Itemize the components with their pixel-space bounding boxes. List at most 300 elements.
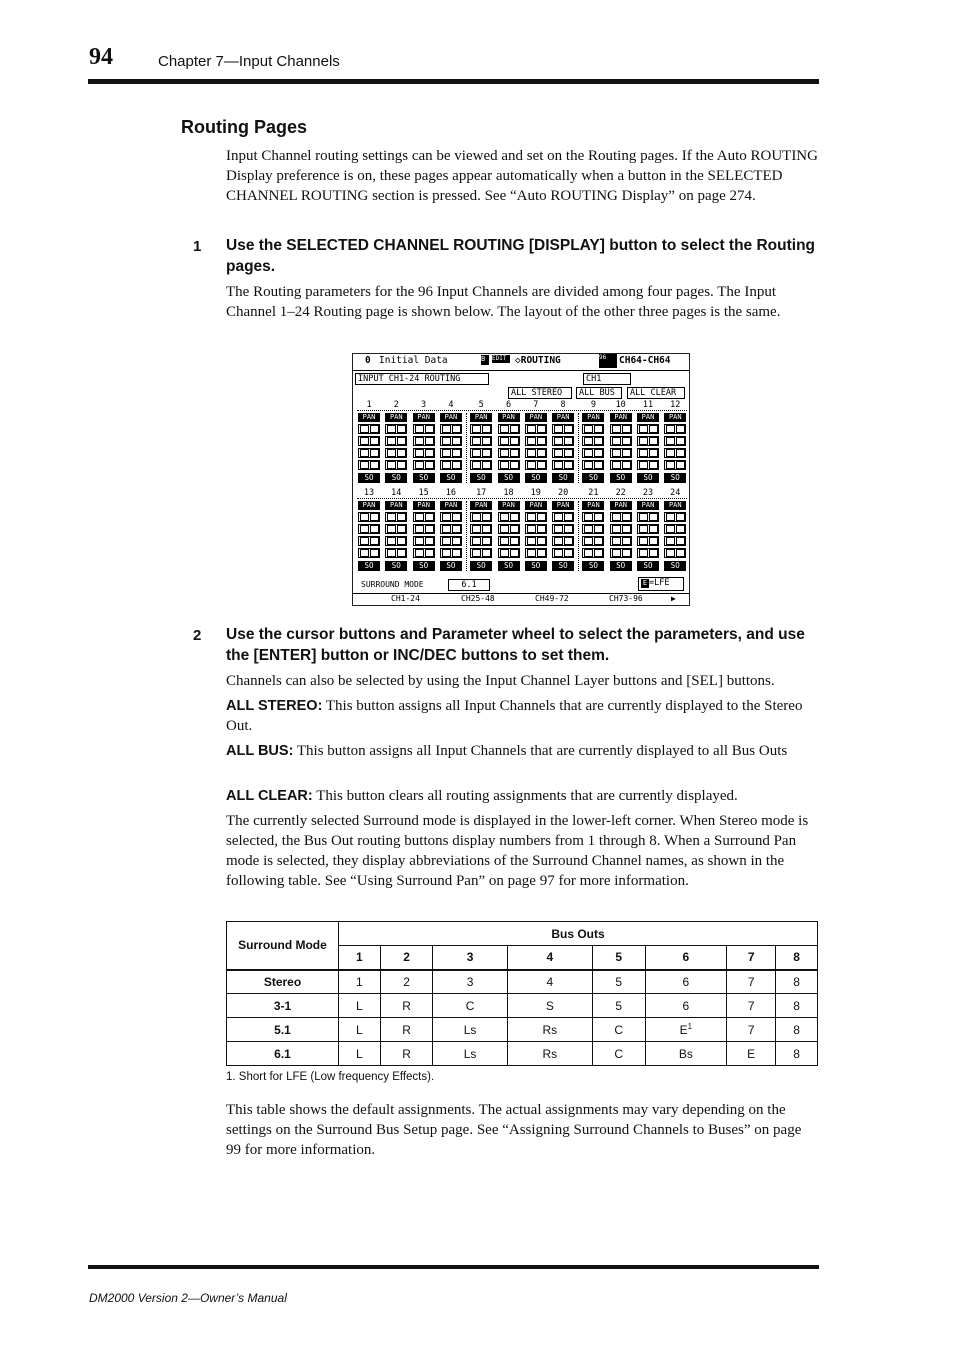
bus-pair-button[interactable] (637, 536, 659, 546)
bus-odd-button[interactable] (442, 461, 451, 469)
bus-even-button[interactable] (397, 549, 406, 557)
all-clear-button[interactable]: ALL CLEAR (627, 387, 685, 399)
bus-even-button[interactable] (510, 549, 519, 557)
pan-button[interactable]: PAN (525, 501, 547, 510)
bus-odd-button[interactable] (472, 513, 481, 521)
stereo-out-button[interactable]: SO (498, 473, 520, 483)
pan-button[interactable]: PAN (413, 501, 435, 510)
bus-pair-button[interactable] (413, 524, 435, 534)
bus-odd-button[interactable] (527, 537, 536, 545)
surround-mode-value[interactable]: 6.1 (448, 579, 490, 591)
bus-even-button[interactable] (594, 537, 603, 545)
bus-even-button[interactable] (564, 513, 573, 521)
bus-even-button[interactable] (649, 449, 658, 457)
bus-odd-button[interactable] (415, 425, 424, 433)
pan-button[interactable]: PAN (552, 501, 574, 510)
bus-even-button[interactable] (482, 513, 491, 521)
bus-pair-button[interactable] (582, 524, 604, 534)
bus-odd-button[interactable] (387, 449, 396, 457)
bus-even-button[interactable] (370, 425, 379, 433)
bus-odd-button[interactable] (360, 537, 369, 545)
bus-odd-button[interactable] (442, 537, 451, 545)
bus-pair-button[interactable] (664, 548, 686, 558)
bus-pair-button[interactable] (637, 524, 659, 534)
bus-pair-button[interactable] (525, 460, 547, 470)
bus-pair-button[interactable] (440, 548, 462, 558)
bus-odd-button[interactable] (554, 437, 563, 445)
bus-pair-button[interactable] (637, 548, 659, 558)
pan-button[interactable]: PAN (358, 501, 380, 510)
bus-pair-button[interactable] (552, 436, 574, 446)
bus-odd-button[interactable] (527, 513, 536, 521)
bus-even-button[interactable] (594, 525, 603, 533)
bus-pair-button[interactable] (582, 548, 604, 558)
bus-even-button[interactable] (564, 537, 573, 545)
bus-odd-button[interactable] (387, 525, 396, 533)
bus-odd-button[interactable] (500, 437, 509, 445)
pan-button[interactable]: PAN (582, 501, 604, 510)
bus-odd-button[interactable] (500, 549, 509, 557)
bus-odd-button[interactable] (639, 449, 648, 457)
all-stereo-button[interactable]: ALL STEREO (508, 387, 572, 399)
bus-pair-button[interactable] (637, 460, 659, 470)
bus-odd-button[interactable] (442, 525, 451, 533)
bus-odd-button[interactable] (415, 437, 424, 445)
bus-even-button[interactable] (452, 425, 461, 433)
bus-even-button[interactable] (370, 437, 379, 445)
bus-odd-button[interactable] (554, 549, 563, 557)
bus-pair-button[interactable] (664, 424, 686, 434)
bus-even-button[interactable] (594, 449, 603, 457)
bus-pair-button[interactable] (358, 524, 380, 534)
bus-pair-button[interactable] (358, 536, 380, 546)
bus-pair-button[interactable] (498, 448, 520, 458)
bus-even-button[interactable] (564, 449, 573, 457)
bus-pair-button[interactable] (385, 512, 407, 522)
bus-even-button[interactable] (510, 513, 519, 521)
pan-button[interactable]: PAN (525, 413, 547, 422)
bus-pair-button[interactable] (664, 536, 686, 546)
bus-odd-button[interactable] (500, 525, 509, 533)
bus-even-button[interactable] (649, 461, 658, 469)
bus-pair-button[interactable] (637, 448, 659, 458)
bus-pair-button[interactable] (552, 460, 574, 470)
bus-odd-button[interactable] (415, 549, 424, 557)
bus-even-button[interactable] (482, 437, 491, 445)
bus-pair-button[interactable] (413, 436, 435, 446)
stereo-out-button[interactable]: SO (664, 561, 686, 571)
bus-even-button[interactable] (510, 449, 519, 457)
pan-button[interactable]: PAN (440, 501, 462, 510)
bus-even-button[interactable] (594, 513, 603, 521)
next-page-icon[interactable]: ▶ (671, 594, 676, 603)
bus-odd-button[interactable] (584, 513, 593, 521)
bus-even-button[interactable] (594, 461, 603, 469)
bus-even-button[interactable] (482, 537, 491, 545)
bus-even-button[interactable] (510, 425, 519, 433)
stereo-out-button[interactable]: SO (610, 473, 632, 483)
bus-odd-button[interactable] (415, 513, 424, 521)
stereo-out-button[interactable]: SO (440, 473, 462, 483)
bus-odd-button[interactable] (360, 437, 369, 445)
bus-odd-button[interactable] (639, 513, 648, 521)
stereo-out-button[interactable]: SO (637, 473, 659, 483)
bus-odd-button[interactable] (387, 513, 396, 521)
bus-odd-button[interactable] (666, 537, 675, 545)
bus-odd-button[interactable] (584, 449, 593, 457)
stereo-out-button[interactable]: SO (552, 473, 574, 483)
pan-button[interactable]: PAN (664, 501, 686, 510)
bus-even-button[interactable] (425, 525, 434, 533)
pan-button[interactable]: PAN (470, 413, 492, 422)
bus-even-button[interactable] (370, 537, 379, 545)
bus-pair-button[interactable] (525, 448, 547, 458)
bus-odd-button[interactable] (442, 437, 451, 445)
bus-even-button[interactable] (649, 425, 658, 433)
bus-odd-button[interactable] (584, 425, 593, 433)
stereo-out-button[interactable]: SO (637, 561, 659, 571)
bus-odd-button[interactable] (472, 549, 481, 557)
bus-odd-button[interactable] (666, 449, 675, 457)
bus-pair-button[interactable] (610, 448, 632, 458)
bus-even-button[interactable] (452, 537, 461, 545)
bus-odd-button[interactable] (554, 513, 563, 521)
pan-button[interactable]: PAN (385, 413, 407, 422)
pan-button[interactable]: PAN (498, 501, 520, 510)
pan-button[interactable]: PAN (664, 413, 686, 422)
bus-odd-button[interactable] (387, 437, 396, 445)
bus-pair-button[interactable] (525, 548, 547, 558)
bus-even-button[interactable] (564, 425, 573, 433)
bus-even-button[interactable] (564, 461, 573, 469)
bus-even-button[interactable] (676, 425, 685, 433)
bus-odd-button[interactable] (442, 513, 451, 521)
bus-even-button[interactable] (370, 525, 379, 533)
stereo-out-button[interactable]: SO (498, 561, 520, 571)
bus-pair-button[interactable] (498, 524, 520, 534)
bus-even-button[interactable] (370, 449, 379, 457)
bus-pair-button[interactable] (413, 512, 435, 522)
bus-pair-button[interactable] (610, 424, 632, 434)
bus-even-button[interactable] (676, 549, 685, 557)
bus-even-button[interactable] (537, 537, 546, 545)
bus-even-button[interactable] (649, 549, 658, 557)
bus-even-button[interactable] (649, 513, 658, 521)
bus-odd-button[interactable] (500, 449, 509, 457)
stereo-out-button[interactable]: SO (413, 473, 435, 483)
bus-odd-button[interactable] (612, 425, 621, 433)
bus-pair-button[interactable] (498, 548, 520, 558)
bus-even-button[interactable] (537, 549, 546, 557)
stereo-out-button[interactable]: SO (358, 473, 380, 483)
bus-even-button[interactable] (452, 513, 461, 521)
stereo-out-button[interactable]: SO (440, 561, 462, 571)
bus-pair-button[interactable] (610, 436, 632, 446)
bus-even-button[interactable] (564, 549, 573, 557)
bus-odd-button[interactable] (584, 537, 593, 545)
bus-even-button[interactable] (397, 461, 406, 469)
bus-odd-button[interactable] (554, 461, 563, 469)
bus-even-button[interactable] (425, 461, 434, 469)
bus-even-button[interactable] (676, 537, 685, 545)
bus-odd-button[interactable] (639, 461, 648, 469)
bus-odd-button[interactable] (666, 437, 675, 445)
bus-even-button[interactable] (482, 425, 491, 433)
bus-odd-button[interactable] (527, 461, 536, 469)
bus-pair-button[interactable] (552, 448, 574, 458)
bus-pair-button[interactable] (413, 548, 435, 558)
pan-button[interactable]: PAN (582, 413, 604, 422)
bus-odd-button[interactable] (360, 525, 369, 533)
bus-pair-button[interactable] (664, 460, 686, 470)
bus-pair-button[interactable] (582, 536, 604, 546)
bus-pair-button[interactable] (610, 512, 632, 522)
bus-pair-button[interactable] (413, 424, 435, 434)
stereo-out-button[interactable]: SO (582, 561, 604, 571)
stereo-out-button[interactable]: SO (413, 561, 435, 571)
bus-odd-button[interactable] (612, 437, 621, 445)
bus-pair-button[interactable] (582, 512, 604, 522)
bus-pair-button[interactable] (440, 460, 462, 470)
bus-pair-button[interactable] (664, 524, 686, 534)
bus-odd-button[interactable] (612, 525, 621, 533)
stereo-out-button[interactable]: SO (582, 473, 604, 483)
stereo-out-button[interactable]: SO (552, 561, 574, 571)
bus-pair-button[interactable] (610, 548, 632, 558)
bus-pair-button[interactable] (552, 512, 574, 522)
bus-pair-button[interactable] (385, 424, 407, 434)
bus-pair-button[interactable] (440, 536, 462, 546)
bus-odd-button[interactable] (584, 549, 593, 557)
bus-even-button[interactable] (425, 449, 434, 457)
bus-even-button[interactable] (622, 549, 631, 557)
bus-pair-button[interactable] (470, 448, 492, 458)
tab-ch73-96[interactable]: CH73-96 (609, 594, 643, 603)
stereo-out-button[interactable]: SO (610, 561, 632, 571)
pan-button[interactable]: PAN (552, 413, 574, 422)
bus-pair-button[interactable] (440, 436, 462, 446)
bus-pair-button[interactable] (470, 536, 492, 546)
bus-odd-button[interactable] (639, 437, 648, 445)
stereo-out-button[interactable]: SO (525, 473, 547, 483)
bus-even-button[interactable] (510, 537, 519, 545)
bus-pair-button[interactable] (440, 524, 462, 534)
bus-pair-button[interactable] (385, 548, 407, 558)
bus-even-button[interactable] (676, 437, 685, 445)
bus-odd-button[interactable] (584, 525, 593, 533)
bus-even-button[interactable] (594, 437, 603, 445)
bus-odd-button[interactable] (666, 549, 675, 557)
bus-odd-button[interactable] (387, 461, 396, 469)
selected-channel[interactable]: CH1 (583, 373, 631, 385)
bus-pair-button[interactable] (498, 536, 520, 546)
bus-odd-button[interactable] (387, 549, 396, 557)
bus-odd-button[interactable] (666, 513, 675, 521)
bus-odd-button[interactable] (554, 537, 563, 545)
bus-pair-button[interactable] (413, 460, 435, 470)
bus-even-button[interactable] (676, 449, 685, 457)
pan-button[interactable]: PAN (413, 413, 435, 422)
bus-pair-button[interactable] (610, 460, 632, 470)
bus-even-button[interactable] (510, 461, 519, 469)
bus-even-button[interactable] (482, 525, 491, 533)
bus-pair-button[interactable] (470, 424, 492, 434)
bus-pair-button[interactable] (582, 436, 604, 446)
bus-even-button[interactable] (425, 537, 434, 545)
bus-even-button[interactable] (622, 437, 631, 445)
bus-even-button[interactable] (537, 449, 546, 457)
bus-even-button[interactable] (649, 525, 658, 533)
bus-pair-button[interactable] (552, 424, 574, 434)
bus-even-button[interactable] (482, 461, 491, 469)
bus-even-button[interactable] (564, 525, 573, 533)
pan-button[interactable]: PAN (637, 413, 659, 422)
bus-even-button[interactable] (425, 425, 434, 433)
bus-even-button[interactable] (510, 437, 519, 445)
bus-odd-button[interactable] (472, 461, 481, 469)
bus-pair-button[interactable] (664, 448, 686, 458)
bus-odd-button[interactable] (472, 525, 481, 533)
bus-pair-button[interactable] (525, 436, 547, 446)
bus-even-button[interactable] (537, 437, 546, 445)
pan-button[interactable]: PAN (470, 501, 492, 510)
bus-odd-button[interactable] (554, 525, 563, 533)
bus-even-button[interactable] (452, 449, 461, 457)
bus-odd-button[interactable] (584, 461, 593, 469)
bus-odd-button[interactable] (360, 449, 369, 457)
bus-odd-button[interactable] (415, 461, 424, 469)
bus-odd-button[interactable] (442, 449, 451, 457)
bus-even-button[interactable] (425, 549, 434, 557)
pan-button[interactable]: PAN (637, 501, 659, 510)
stereo-out-button[interactable]: SO (664, 473, 686, 483)
tab-ch25-48[interactable]: CH25-48 (461, 594, 495, 603)
bus-even-button[interactable] (622, 425, 631, 433)
bus-odd-button[interactable] (500, 513, 509, 521)
bus-pair-button[interactable] (552, 548, 574, 558)
pan-button[interactable]: PAN (440, 413, 462, 422)
bus-even-button[interactable] (649, 437, 658, 445)
bus-pair-button[interactable] (385, 436, 407, 446)
bus-pair-button[interactable] (385, 448, 407, 458)
bus-pair-button[interactable] (440, 424, 462, 434)
bus-odd-button[interactable] (415, 525, 424, 533)
stereo-out-button[interactable]: SO (385, 561, 407, 571)
bus-pair-button[interactable] (637, 424, 659, 434)
bus-pair-button[interactable] (637, 436, 659, 446)
bus-pair-button[interactable] (525, 524, 547, 534)
bus-even-button[interactable] (370, 513, 379, 521)
bus-odd-button[interactable] (415, 537, 424, 545)
bus-odd-button[interactable] (527, 549, 536, 557)
bus-odd-button[interactable] (500, 425, 509, 433)
bus-pair-button[interactable] (525, 536, 547, 546)
bus-odd-button[interactable] (472, 449, 481, 457)
bus-pair-button[interactable] (358, 548, 380, 558)
bus-pair-button[interactable] (582, 460, 604, 470)
bus-pair-button[interactable] (525, 424, 547, 434)
bus-odd-button[interactable] (612, 461, 621, 469)
bus-odd-button[interactable] (612, 549, 621, 557)
bus-pair-button[interactable] (470, 548, 492, 558)
bus-even-button[interactable] (370, 461, 379, 469)
bus-even-button[interactable] (425, 437, 434, 445)
bus-odd-button[interactable] (612, 449, 621, 457)
bus-even-button[interactable] (397, 437, 406, 445)
bus-pair-button[interactable] (440, 448, 462, 458)
bus-even-button[interactable] (622, 537, 631, 545)
bus-even-button[interactable] (397, 449, 406, 457)
bus-even-button[interactable] (537, 513, 546, 521)
bus-odd-button[interactable] (360, 425, 369, 433)
stereo-out-button[interactable]: SO (525, 561, 547, 571)
bus-pair-button[interactable] (552, 524, 574, 534)
bus-even-button[interactable] (676, 461, 685, 469)
bus-even-button[interactable] (397, 525, 406, 533)
bus-pair-button[interactable] (385, 460, 407, 470)
stereo-out-button[interactable]: SO (385, 473, 407, 483)
pan-button[interactable]: PAN (358, 413, 380, 422)
bus-even-button[interactable] (649, 537, 658, 545)
bus-odd-button[interactable] (612, 537, 621, 545)
bus-even-button[interactable] (537, 425, 546, 433)
bus-odd-button[interactable] (387, 537, 396, 545)
bus-odd-button[interactable] (554, 425, 563, 433)
all-bus-button[interactable]: ALL BUS (576, 387, 622, 399)
bus-odd-button[interactable] (612, 513, 621, 521)
bus-pair-button[interactable] (498, 424, 520, 434)
pan-button[interactable]: PAN (498, 413, 520, 422)
bus-even-button[interactable] (425, 513, 434, 521)
bus-odd-button[interactable] (666, 525, 675, 533)
bus-pair-button[interactable] (637, 512, 659, 522)
bus-pair-button[interactable] (440, 512, 462, 522)
bus-even-button[interactable] (397, 425, 406, 433)
bus-odd-button[interactable] (639, 425, 648, 433)
bus-odd-button[interactable] (584, 437, 593, 445)
bus-even-button[interactable] (622, 525, 631, 533)
bus-odd-button[interactable] (666, 461, 675, 469)
bus-odd-button[interactable] (639, 549, 648, 557)
bus-even-button[interactable] (622, 513, 631, 521)
bus-odd-button[interactable] (360, 461, 369, 469)
bus-odd-button[interactable] (527, 449, 536, 457)
bus-even-button[interactable] (482, 449, 491, 457)
bus-pair-button[interactable] (498, 512, 520, 522)
bus-even-button[interactable] (397, 513, 406, 521)
bus-even-button[interactable] (537, 525, 546, 533)
bus-even-button[interactable] (537, 461, 546, 469)
bus-odd-button[interactable] (500, 537, 509, 545)
bus-pair-button[interactable] (610, 524, 632, 534)
bus-pair-button[interactable] (358, 424, 380, 434)
pan-button[interactable]: PAN (610, 501, 632, 510)
pan-button[interactable]: PAN (610, 413, 632, 422)
bus-pair-button[interactable] (413, 536, 435, 546)
bus-even-button[interactable] (510, 525, 519, 533)
bus-pair-button[interactable] (358, 436, 380, 446)
pan-button[interactable]: PAN (385, 501, 407, 510)
bus-odd-button[interactable] (527, 437, 536, 445)
tab-ch1-24[interactable]: CH1-24 (391, 594, 420, 603)
bus-odd-button[interactable] (500, 461, 509, 469)
bus-odd-button[interactable] (360, 549, 369, 557)
bus-even-button[interactable] (370, 549, 379, 557)
bus-pair-button[interactable] (358, 448, 380, 458)
bus-odd-button[interactable] (472, 437, 481, 445)
bus-pair-button[interactable] (385, 524, 407, 534)
bus-odd-button[interactable] (666, 425, 675, 433)
